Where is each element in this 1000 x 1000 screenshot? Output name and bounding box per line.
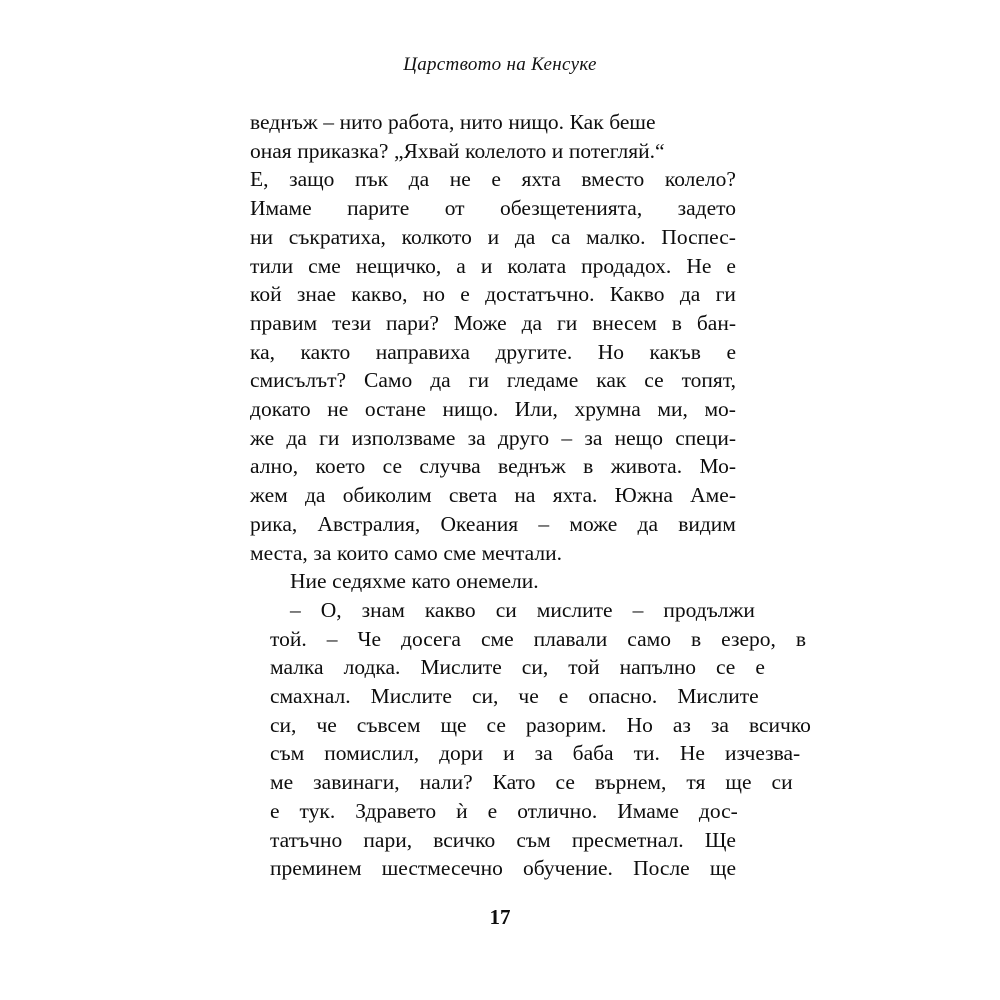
word: опасно. bbox=[588, 684, 658, 709]
word: но bbox=[422, 282, 446, 307]
word: досега bbox=[401, 626, 461, 651]
word: си, bbox=[270, 712, 297, 737]
word: другите. bbox=[495, 339, 573, 364]
word: докато bbox=[250, 397, 311, 422]
text-line bbox=[250, 165, 736, 194]
word: да bbox=[637, 511, 658, 536]
word: – bbox=[290, 597, 301, 622]
word: Имаме bbox=[617, 798, 679, 823]
word: парите bbox=[347, 196, 410, 221]
word: е bbox=[726, 339, 736, 364]
word: не bbox=[449, 167, 471, 192]
word: пресметнал. bbox=[571, 827, 684, 852]
word: Здравето bbox=[355, 798, 437, 823]
word: мислите bbox=[536, 597, 613, 622]
word: шестмесечно bbox=[381, 856, 503, 881]
word: продадох. bbox=[581, 253, 672, 278]
word: Ще bbox=[704, 827, 736, 852]
word: да bbox=[430, 368, 451, 393]
word: видим bbox=[678, 511, 736, 536]
text-line bbox=[250, 309, 736, 338]
word: тези bbox=[331, 310, 372, 335]
word: е bbox=[460, 282, 470, 307]
word: какъв bbox=[649, 339, 701, 364]
word: е bbox=[755, 655, 765, 680]
word: Само bbox=[364, 368, 413, 393]
word: само bbox=[627, 626, 671, 651]
word: Поспес- bbox=[661, 224, 736, 249]
word: Но bbox=[597, 339, 625, 364]
word: отлично. bbox=[517, 798, 598, 823]
word: Или, bbox=[514, 397, 558, 422]
word: Мо- bbox=[699, 454, 736, 479]
word: в bbox=[795, 626, 807, 651]
word: Може bbox=[453, 310, 507, 335]
word: да bbox=[286, 425, 307, 450]
word: от bbox=[444, 196, 465, 221]
word: езеро, bbox=[721, 626, 776, 651]
word: колкото bbox=[401, 224, 472, 249]
paragraph bbox=[250, 108, 736, 567]
text-line bbox=[250, 854, 736, 883]
text-line bbox=[250, 223, 736, 252]
word: Мислите bbox=[677, 684, 759, 709]
word: топят, bbox=[681, 368, 736, 393]
body-text-block bbox=[250, 108, 811, 883]
page-number: 17 bbox=[489, 905, 511, 929]
word: е bbox=[487, 798, 498, 823]
word: ми, bbox=[657, 397, 688, 422]
paragraph bbox=[250, 567, 736, 596]
text-line bbox=[250, 739, 801, 768]
word: ще bbox=[725, 770, 752, 795]
word: какво bbox=[424, 597, 476, 622]
word: специ- bbox=[675, 425, 736, 450]
word: да bbox=[679, 282, 701, 307]
word: той. bbox=[270, 626, 307, 651]
text-line bbox=[250, 338, 736, 367]
word: ално, bbox=[250, 454, 299, 479]
word: знам bbox=[361, 597, 405, 622]
word: използваме bbox=[351, 425, 456, 450]
word: колата bbox=[507, 253, 567, 278]
word: – bbox=[632, 597, 644, 622]
word: завинаги, bbox=[313, 770, 400, 795]
word: – bbox=[538, 511, 550, 536]
word: и bbox=[503, 741, 515, 766]
word: всичко bbox=[433, 827, 496, 852]
word: случва bbox=[419, 454, 481, 479]
word: Като bbox=[492, 770, 536, 795]
word: да bbox=[408, 167, 430, 192]
word: сме bbox=[480, 626, 514, 651]
word: си, bbox=[521, 655, 549, 680]
word: Аме- bbox=[690, 483, 736, 508]
word: друго bbox=[497, 425, 550, 450]
word: тили bbox=[250, 253, 294, 278]
word: помислил, bbox=[324, 741, 420, 766]
word: Че bbox=[357, 626, 382, 651]
word: разорим. bbox=[525, 712, 607, 737]
word: и bbox=[487, 224, 500, 249]
word: яхта. bbox=[552, 483, 598, 508]
word: е bbox=[558, 684, 569, 709]
word: дори bbox=[439, 741, 484, 766]
text-line: места, за които само сме мечтали. bbox=[250, 540, 563, 565]
text-line bbox=[250, 653, 765, 682]
word: ще bbox=[709, 856, 736, 881]
word: обиколим bbox=[342, 483, 432, 508]
text-line bbox=[250, 395, 736, 424]
word: Не bbox=[679, 741, 705, 766]
word: ги bbox=[319, 425, 340, 450]
word: за bbox=[584, 425, 603, 450]
word: както bbox=[300, 339, 351, 364]
word: е bbox=[491, 167, 501, 192]
word: е bbox=[270, 798, 280, 823]
paragraph bbox=[250, 596, 811, 883]
word: което bbox=[315, 454, 366, 479]
word: съм bbox=[516, 827, 551, 852]
word: Южна bbox=[614, 483, 673, 508]
text-line bbox=[250, 711, 811, 740]
word: обезщетенията, bbox=[499, 196, 643, 221]
word: в bbox=[583, 454, 594, 479]
word: бан- bbox=[696, 310, 736, 335]
word: живота. bbox=[610, 454, 683, 479]
word: аз bbox=[672, 712, 691, 737]
text-line bbox=[250, 194, 736, 223]
word: си, bbox=[471, 684, 499, 709]
word: колело? bbox=[664, 167, 736, 192]
word: татъчно bbox=[270, 827, 343, 852]
word: всичко bbox=[748, 712, 811, 737]
word: защо bbox=[289, 167, 335, 192]
word: Австралия, bbox=[317, 511, 421, 536]
word: После bbox=[633, 856, 690, 881]
text-line bbox=[250, 510, 736, 539]
word: за bbox=[467, 425, 486, 450]
word: за bbox=[710, 712, 729, 737]
word: да bbox=[514, 224, 536, 249]
word: си bbox=[771, 770, 793, 795]
text-line bbox=[250, 826, 736, 855]
word: съкратиха, bbox=[288, 224, 386, 249]
word: си bbox=[495, 597, 517, 622]
word: Океания bbox=[440, 511, 519, 536]
text-line: оная приказка? „Яхвай колелото и потегляй.“ bbox=[250, 138, 665, 163]
word: продължи bbox=[663, 597, 755, 622]
word: съвсем bbox=[356, 712, 421, 737]
word: той bbox=[568, 655, 600, 680]
word: сме bbox=[308, 253, 341, 278]
word: остане bbox=[364, 397, 426, 422]
word: е bbox=[726, 253, 736, 278]
word: ѝ bbox=[456, 798, 468, 823]
word: Какво bbox=[609, 282, 665, 307]
text-line bbox=[250, 424, 736, 453]
word: са bbox=[551, 224, 571, 249]
text-line bbox=[250, 596, 755, 625]
word: света bbox=[448, 483, 498, 508]
word: Не bbox=[686, 253, 712, 278]
word: плавали bbox=[533, 626, 608, 651]
word: може bbox=[569, 511, 618, 536]
word: Имаме bbox=[250, 196, 312, 221]
word: че bbox=[518, 684, 539, 709]
word: ги bbox=[715, 282, 736, 307]
word: нищо. bbox=[442, 397, 499, 422]
word: за bbox=[534, 741, 553, 766]
word: пък bbox=[355, 167, 389, 192]
word: се bbox=[382, 454, 403, 479]
word: да bbox=[521, 310, 543, 335]
word: обучение. bbox=[523, 856, 613, 881]
word: малка bbox=[270, 655, 324, 680]
word: ги bbox=[468, 368, 489, 393]
word: же bbox=[250, 425, 275, 450]
text-line: веднъж – нито работа, нито нищо. Как беше bbox=[250, 110, 656, 134]
word: смисълът? bbox=[250, 368, 347, 393]
word: ни bbox=[250, 224, 274, 249]
word: баба bbox=[572, 741, 614, 766]
text-line: Ние седяхме като онемели. bbox=[290, 569, 539, 594]
word: на bbox=[514, 483, 536, 508]
word: смахнал. bbox=[270, 684, 351, 709]
text-line bbox=[250, 366, 736, 395]
word: вместо bbox=[581, 167, 645, 192]
text-line bbox=[250, 481, 736, 510]
word: върнем, bbox=[594, 770, 667, 795]
word: съм bbox=[270, 741, 305, 766]
word: ще bbox=[440, 712, 467, 737]
word: ги bbox=[556, 310, 578, 335]
word: тя bbox=[686, 770, 706, 795]
word: Мислите bbox=[370, 684, 452, 709]
word: пари? bbox=[386, 310, 439, 335]
word: – bbox=[326, 626, 338, 651]
text-line bbox=[250, 797, 736, 826]
word: ме bbox=[270, 770, 294, 795]
word: не bbox=[327, 397, 349, 422]
word: че bbox=[316, 712, 337, 737]
word: хрумна bbox=[574, 397, 641, 422]
word: О, bbox=[320, 597, 342, 622]
running-head: Царството на Кенсуке bbox=[403, 54, 597, 75]
word: дос- bbox=[698, 798, 738, 823]
word: – bbox=[561, 425, 573, 450]
text-line bbox=[250, 768, 793, 797]
word: как bbox=[596, 368, 627, 393]
text-line bbox=[250, 280, 736, 309]
word: и bbox=[480, 253, 493, 278]
word: се bbox=[486, 712, 506, 737]
text-line bbox=[250, 682, 759, 711]
word: а bbox=[456, 253, 466, 278]
word: задето bbox=[677, 196, 736, 221]
word: нали? bbox=[419, 770, 473, 795]
word: рика, bbox=[250, 511, 298, 536]
word: изчезва- bbox=[724, 741, 801, 766]
word: в bbox=[691, 626, 702, 651]
word: какво, bbox=[351, 282, 408, 307]
word: се bbox=[644, 368, 664, 393]
word: Е, bbox=[250, 167, 269, 192]
word: в bbox=[671, 310, 682, 335]
word: знае bbox=[296, 282, 336, 307]
text-line bbox=[250, 252, 736, 281]
word: внесем bbox=[592, 310, 657, 335]
word: тук. bbox=[299, 798, 336, 823]
word: веднъж bbox=[498, 454, 566, 479]
word: пари, bbox=[363, 827, 413, 852]
word: се bbox=[715, 655, 736, 680]
word: Но bbox=[626, 712, 653, 737]
word: яхта bbox=[521, 167, 561, 192]
word: правим bbox=[250, 310, 318, 335]
word: мо- bbox=[704, 397, 736, 422]
word: направиха bbox=[375, 339, 470, 364]
word: лодка. bbox=[343, 655, 401, 680]
word: ти. bbox=[633, 741, 660, 766]
word: нещичко, bbox=[355, 253, 442, 278]
word: да bbox=[304, 483, 326, 508]
word: напълно bbox=[619, 655, 696, 680]
word: Мислите bbox=[420, 655, 502, 680]
word: малко. bbox=[586, 224, 646, 249]
word: ка, bbox=[250, 339, 276, 364]
word: се bbox=[555, 770, 575, 795]
text-line bbox=[250, 625, 807, 654]
text-line bbox=[250, 452, 736, 481]
word: преминем bbox=[270, 856, 362, 881]
word: кой bbox=[250, 282, 282, 307]
word: достатъчно. bbox=[485, 282, 595, 307]
word: жем bbox=[250, 483, 288, 508]
word: нещо bbox=[614, 425, 663, 450]
word: гледаме bbox=[506, 368, 579, 393]
